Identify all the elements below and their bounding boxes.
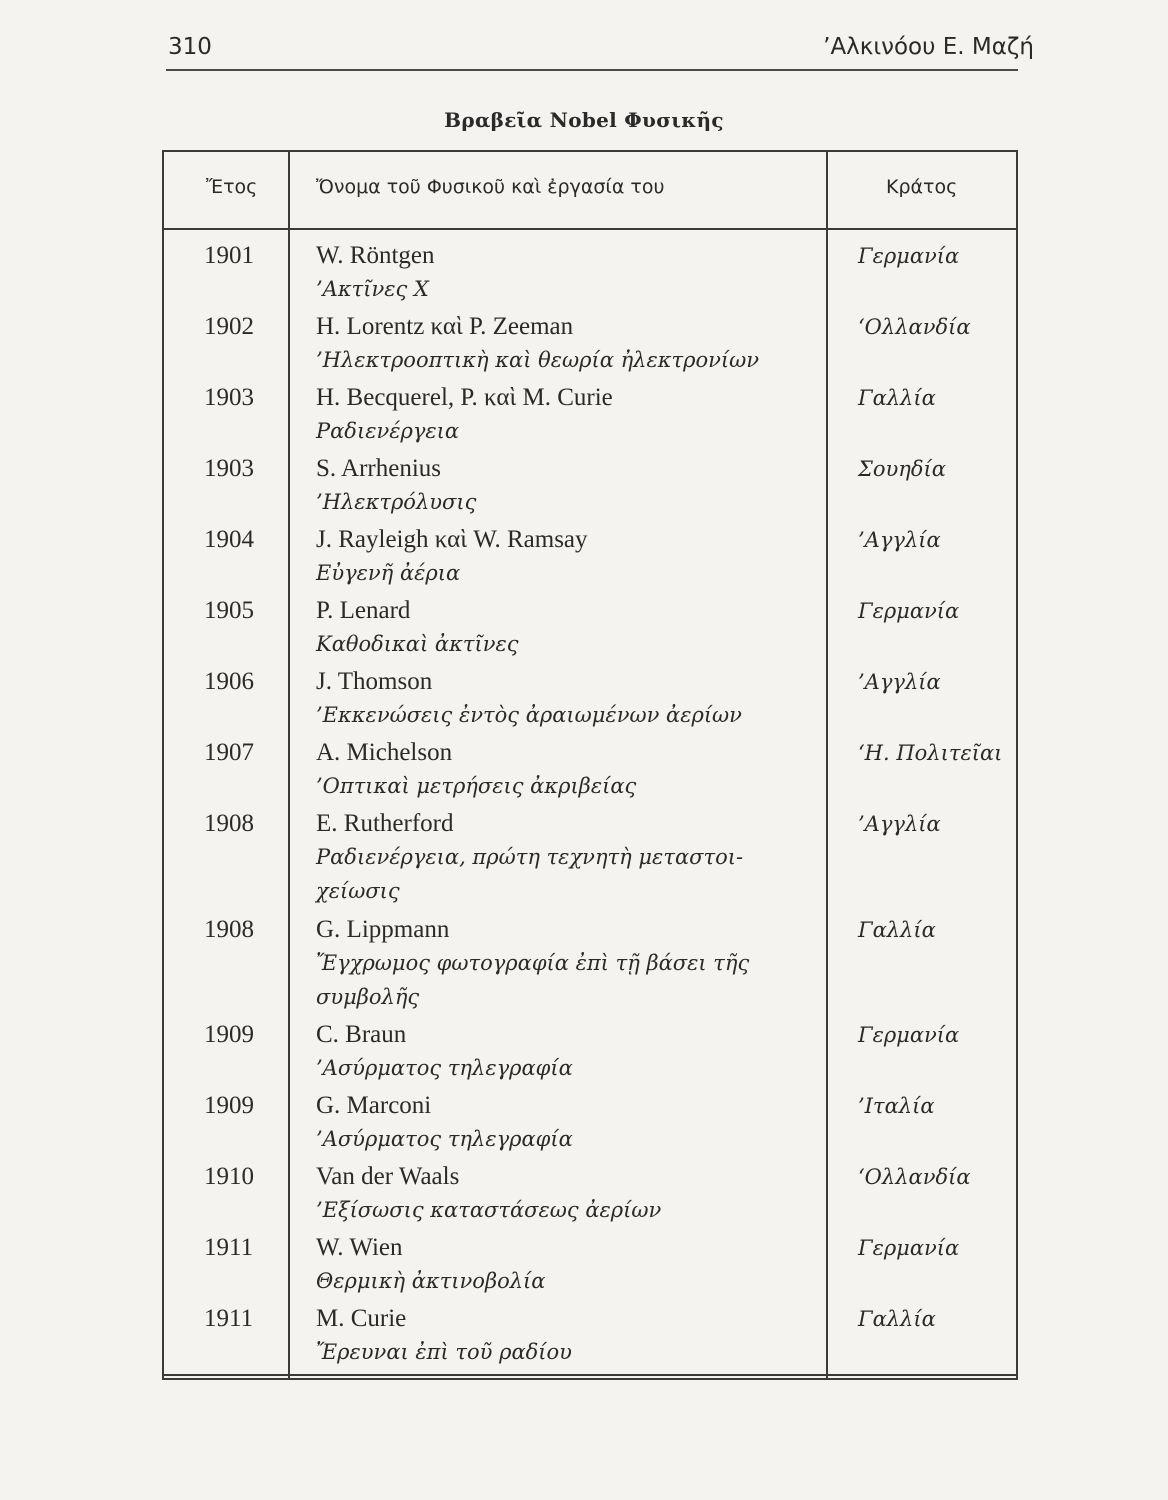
row-physicist-name: S. Arrhenius xyxy=(316,455,441,482)
row-work-description: ’Ηλεκτρόλυσις xyxy=(316,490,477,514)
row-country: ’Αγγλία xyxy=(858,670,941,694)
row-work-description: Καθοδικαὶ ἀκτῖνες xyxy=(316,632,519,656)
row-physicist-name: P. Lenard xyxy=(316,597,411,624)
row-country: Γερμανία xyxy=(858,244,960,268)
row-work-description: ’Ασύρματος τηλεγραφία xyxy=(316,1056,573,1080)
row-country: Σουηδία xyxy=(858,457,946,481)
row-country: ’Αγγλία xyxy=(858,812,941,836)
row-year: 1906 xyxy=(204,668,254,695)
bottom-divider xyxy=(164,1374,1016,1376)
page-number: 310 xyxy=(168,34,212,60)
row-year: 1904 xyxy=(204,526,254,553)
column-divider-year xyxy=(288,152,290,1378)
row-country: Γερμανία xyxy=(858,599,960,623)
row-year: 1901 xyxy=(204,242,254,269)
row-physicist-name: G. Marconi xyxy=(316,1092,432,1119)
row-work-description: συμβολῆς xyxy=(316,985,420,1009)
row-country: ’Αγγλία xyxy=(858,528,941,552)
row-year: 1908 xyxy=(204,916,254,943)
column-divider-country xyxy=(826,152,828,1378)
row-country: Γερμανία xyxy=(858,1023,960,1047)
row-physicist-name: M. Curie xyxy=(316,1305,407,1332)
row-physicist-name: C. Braun xyxy=(316,1021,407,1048)
row-physicist-name: J. Rayleigh καὶ W. Ramsay xyxy=(316,526,588,553)
row-physicist-name: W. Röntgen xyxy=(316,242,435,269)
running-header-author: ’Αλκινόου Ε. Μαζή xyxy=(823,34,1034,60)
column-header-year: Ἔτος xyxy=(206,176,258,198)
row-physicist-name: H. Lorentz καὶ P. Zeeman xyxy=(316,313,574,340)
row-year: 1909 xyxy=(204,1021,254,1048)
row-country: ‘Ολλανδία xyxy=(858,315,971,339)
row-country: Γαλλία xyxy=(858,1307,936,1331)
row-year: 1911 xyxy=(204,1234,254,1261)
row-country: Γερμανία xyxy=(858,1236,960,1260)
header-rule xyxy=(166,69,1018,71)
row-physicist-name: W. Wien xyxy=(316,1234,403,1261)
row-work-description: χείωσις xyxy=(316,879,400,903)
row-physicist-name: A. Michelson xyxy=(316,739,453,766)
row-year: 1903 xyxy=(204,384,254,411)
row-work-description: Ραδιενέργεια, πρώτη τεχνητὴ μεταστοι- xyxy=(316,845,744,869)
row-country: ‘Ολλανδία xyxy=(858,1165,971,1189)
row-year: 1908 xyxy=(204,810,254,837)
row-physicist-name: G. Lippmann xyxy=(316,916,450,943)
row-physicist-name: J. Thomson xyxy=(316,668,433,695)
row-work-description: ’Ακτῖνες Χ xyxy=(316,277,429,301)
column-header-name-work: Ὄνομα τοῦ Φυσικοῦ καὶ ἐργασία του xyxy=(316,176,665,198)
row-year: 1903 xyxy=(204,455,254,482)
row-year: 1910 xyxy=(204,1163,254,1190)
row-year: 1905 xyxy=(204,597,254,624)
row-country: ’Ιταλία xyxy=(858,1094,935,1118)
column-header-country: Κράτος xyxy=(886,176,958,198)
row-work-description: Ἔγχρωμος φωτογραφία ἐπὶ τῇ βάσει τῆς xyxy=(316,951,750,975)
row-country: Γαλλία xyxy=(858,386,936,410)
row-work-description: Ραδιενέργεια xyxy=(316,419,460,443)
row-physicist-name: E. Rutherford xyxy=(316,810,454,837)
row-work-description: Θερμικὴ ἀκτινοβολία xyxy=(316,1269,546,1293)
row-work-description: ’Ηλεκτροοπτικὴ καὶ θεωρία ἠλεκτρονίων xyxy=(316,348,760,372)
row-work-description: ’Εκκενώσεις ἐντὸς ἀραιωμένων ἀερίων xyxy=(316,703,742,727)
row-year: 1911 xyxy=(204,1305,254,1332)
row-work-description: Εὐγενῆ ἀέρια xyxy=(316,561,461,585)
row-year: 1907 xyxy=(204,739,254,766)
row-work-description: ’Οπτικαὶ μετρήσεις ἀκριβείας xyxy=(316,774,637,798)
row-physicist-name: Van der Waals xyxy=(316,1163,460,1190)
row-work-description: Ἔρευναι ἐπὶ τοῦ ραδίου xyxy=(316,1340,572,1364)
row-year: 1902 xyxy=(204,313,254,340)
table-title: Βραβεῖα Nobel Φυσικῆς xyxy=(444,108,724,132)
row-country: Γαλλία xyxy=(858,918,936,942)
row-work-description: ’Εξίσωσις καταστάσεως ἀερίων xyxy=(316,1198,662,1222)
row-country: ‘Η. Πολιτεῖαι xyxy=(858,741,1003,765)
row-work-description: ’Ασύρματος τηλεγραφία xyxy=(316,1127,573,1151)
row-physicist-name: H. Becquerel, P. καὶ M. Curie xyxy=(316,384,613,411)
row-year: 1909 xyxy=(204,1092,254,1119)
nobel-table xyxy=(162,150,1018,1380)
header-divider xyxy=(164,228,1016,230)
